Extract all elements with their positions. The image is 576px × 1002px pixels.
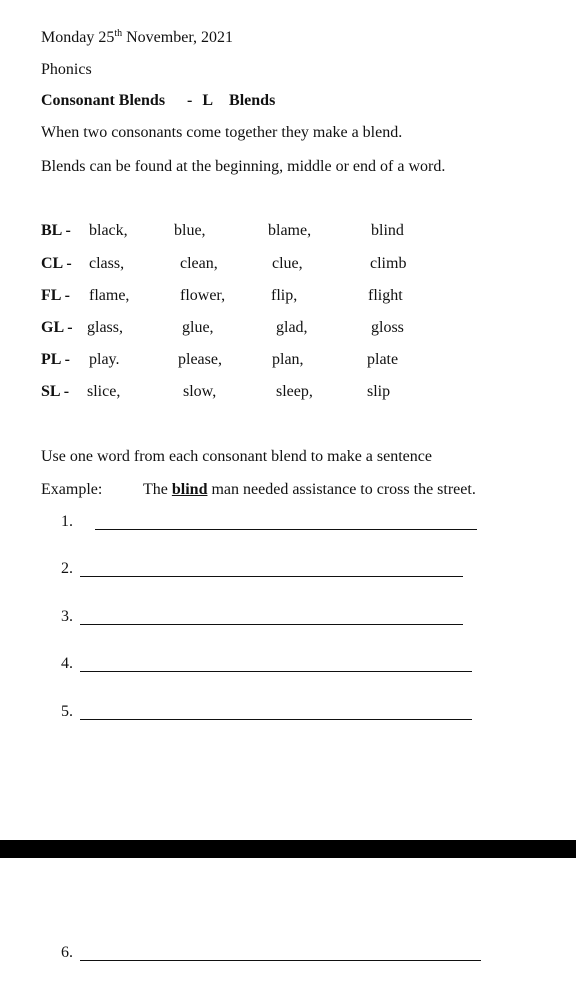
- blend-word: slice,: [87, 383, 121, 400]
- blend-word: slow,: [183, 383, 217, 400]
- heading-word: Blends: [229, 92, 276, 109]
- blend-word: flight: [368, 287, 403, 304]
- heading-title: Consonant Blends: [41, 92, 166, 109]
- page-heading: [41, 92, 275, 110]
- blend-code: SL -: [41, 383, 70, 400]
- blend-word: climb: [370, 255, 407, 272]
- blend-word: black,: [89, 222, 128, 239]
- heading-dash: -: [187, 92, 193, 109]
- blend-word: sleep,: [276, 383, 313, 400]
- blend-word: flame,: [89, 287, 130, 304]
- example-sentence: [143, 481, 476, 499]
- blend-code: BL -: [41, 222, 71, 239]
- blend-word: plate: [367, 351, 399, 368]
- blend-word: blind: [371, 222, 404, 239]
- blend-word: gloss: [371, 319, 404, 336]
- blend-row-sl: [0, 383, 576, 405]
- answer-number: 1.: [61, 513, 73, 530]
- blend-word: glad,: [276, 319, 308, 336]
- subject-label: Phonics: [41, 61, 92, 78]
- blend-word: clue,: [272, 255, 303, 272]
- answer-number: 5.: [61, 703, 73, 720]
- answer-line[interactable]: [80, 671, 472, 672]
- example-post: man needed assistance to cross the street.: [207, 481, 476, 498]
- blend-code: CL -: [41, 255, 72, 272]
- blend-word: glass,: [87, 319, 123, 336]
- example-label: Example:: [41, 481, 103, 498]
- blend-word: class,: [89, 255, 125, 272]
- blend-row-fl: [0, 287, 576, 309]
- answer-number: 6.: [61, 944, 73, 961]
- intro-line-2: Blends can be found at the beginning, middle or end of a word.: [41, 158, 446, 175]
- answer-line[interactable]: [80, 960, 481, 961]
- blend-code: FL -: [41, 287, 70, 304]
- blend-word: slip: [367, 383, 391, 400]
- answer-line[interactable]: [80, 624, 463, 625]
- blend-row-pl: [0, 351, 576, 373]
- blend-word: blame,: [268, 222, 312, 239]
- answer-line[interactable]: [80, 719, 472, 720]
- blend-code: GL -: [41, 319, 73, 336]
- blend-word: please,: [178, 351, 222, 368]
- blend-word: play.: [89, 351, 120, 368]
- date-line: [41, 29, 233, 47]
- blend-word: clean,: [180, 255, 218, 272]
- blend-row-cl: [0, 255, 576, 277]
- blend-row-bl: [0, 222, 576, 244]
- blend-word: plan,: [272, 351, 304, 368]
- example-line: [41, 481, 476, 499]
- blend-word: blue,: [174, 222, 206, 239]
- date-month-year: November, 2021: [122, 29, 233, 46]
- answer-number: 3.: [61, 608, 73, 625]
- page-divider-band: [0, 840, 576, 858]
- task-instruction: Use one word from each consonant blend to make a sentence: [41, 448, 432, 465]
- blend-word: flip,: [271, 287, 298, 304]
- date-ordinal: th: [114, 28, 123, 39]
- intro-line-1: When two consonants come together they make a blend.: [41, 124, 403, 141]
- date-text: Monday 25: [41, 29, 115, 46]
- example-keyword: blind: [171, 481, 208, 498]
- blend-row-gl: [0, 319, 576, 341]
- answer-number: 4.: [61, 655, 73, 672]
- answer-line[interactable]: [80, 576, 463, 577]
- blend-word: glue,: [182, 319, 214, 336]
- example-pre: The: [143, 481, 172, 498]
- blend-code: PL -: [41, 351, 70, 368]
- heading-letter: L: [202, 92, 214, 109]
- answer-number: 2.: [61, 560, 73, 577]
- answer-line[interactable]: [95, 529, 477, 530]
- blend-word: flower,: [180, 287, 226, 304]
